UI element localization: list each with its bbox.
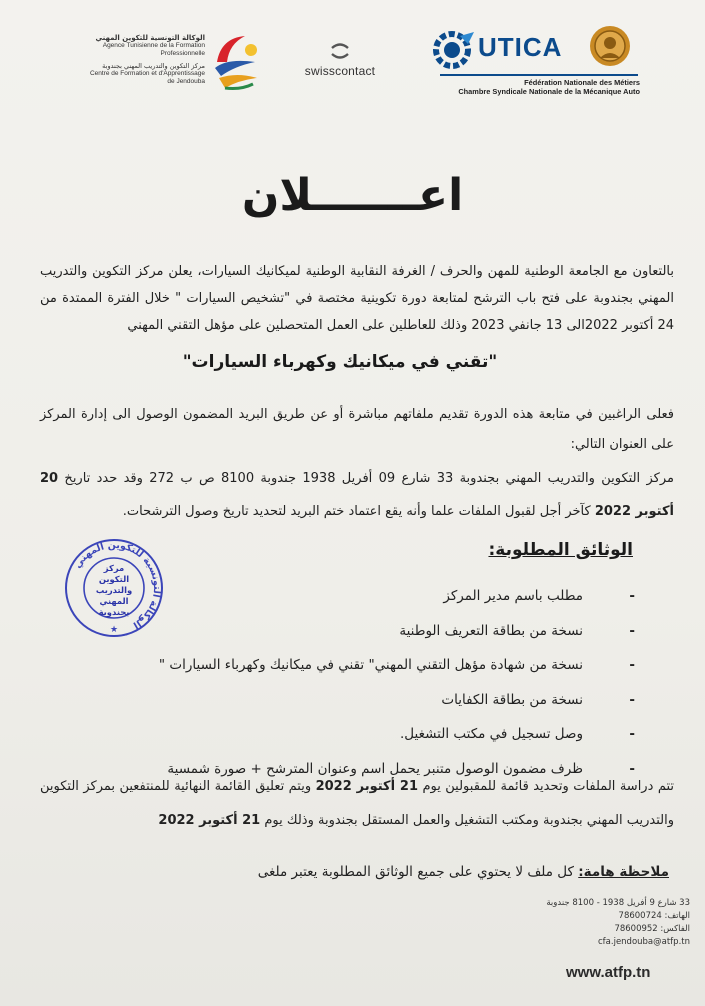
atfp-line-fr1: Agence Tunisienne de la Formation (102, 42, 205, 49)
utica-sub1: Fédération Nationale des Métiers (524, 78, 640, 87)
centre-line-fr2: de Jendouba (167, 78, 205, 85)
address-text: مركز التكوين والتدريب المهني بجندوبة 33 شارع 09 أفريل 1938 جندوبة 8100 ص ب 272 وقد حدد تاريخ (64, 471, 674, 486)
document-label: ظرف مضمون الوصول متنبر يحمل اسم وعنوان المترشح + صورة شمسية (167, 760, 583, 777)
atfp-line-fr2: Professionnelle (160, 50, 205, 57)
utica-sub2: Chambre Syndicale Nationale de la Mécanique Auto (458, 87, 640, 96)
document-label: مطلب باسم مدير المركز (443, 588, 583, 604)
phone-number: 78600724 (618, 911, 662, 921)
list-item: - وصل تسجيل في مكتب التشغيل. (400, 726, 635, 742)
results-text-b: ويتم تعليق القائمة النهائية للمنتفعين بمركز التكوين والتدريب المهني بجندوبة ومكتب التشغيل والعمل المستقل بجندوبة وذلك يوم (40, 779, 674, 828)
swisscontact-icon (329, 42, 351, 60)
phone-line (545, 910, 690, 923)
application-paragraph: فعلى الراغبين في متابعة هذه الدورة تقديم ملفاتهم مباشرة أو عن طريق البريد المضمون الوصول الى إدارة المركز على العنوان التالي: (40, 407, 674, 452)
list-item: - ظرف مضمون الوصول متنبر يحمل اسم وعنوان المترشح + صورة شمسية (167, 760, 635, 777)
utica-logo (430, 22, 640, 107)
results-paragraph (40, 770, 674, 838)
list-item: - مطلب باسم مدير المركز (443, 588, 635, 604)
address-number: 33 (679, 898, 690, 908)
note-label: ملاحظة هامة: (578, 864, 669, 880)
results-text-a: تتم دراسة الملفات وتحديد قائمة للمقبولين يوم (422, 779, 675, 794)
utica-gear-icon (430, 28, 476, 70)
centre-line-ar: مركز التكوين والتدريب المهني بجندوبة (102, 62, 205, 70)
swisscontact-logo (295, 42, 385, 82)
fax-label: الفاكس: (660, 924, 690, 934)
required-documents-list (75, 586, 635, 793)
final-list-date: 21 أكتوبر 2022 (158, 813, 261, 828)
document-label: نسخة من بطاقة الكفايات (441, 691, 583, 708)
deadline-date: 20 أكتوبر 2022 (40, 471, 674, 519)
footer-address (545, 897, 690, 949)
intro-paragraph: بالتعاون مع الجامعة الوطنية للمهن والحرف / الغرفة النقابية الوطنية لميكانيك السيارات، يعلن مركز التكوين والتدريب المهني بجندوبة على فتح باب الترشح لمتابعة دورة تكوينية مختصة في "تشخيص السيارات " خلال الفترة الممتدة من 24 أكتوبر 2022الى 13 جانفي 2023 وذلك للعاطلين على العمل المتحصلين على مؤهل التقني المهني (40, 264, 674, 333)
centre-line-fr1: Centre de Formation et d'Apprentissage (89, 70, 205, 77)
atfp-line-ar: الوكالة التونسية للتكوين المهني (95, 34, 205, 42)
note-text: كل ملف لا يحتوي على جميع الوثائق المطلوبة يعتبر ملغى (257, 864, 574, 880)
document-label: نسخة من بطاقة التعريف الوطنية (399, 622, 583, 639)
stamp-ring-text: الوكالة التونسية للتكوين المهني (72, 539, 163, 631)
qualification-highlight: "تقني في ميكانيك وكهرباء السيارات" (182, 352, 498, 372)
fax-number: 78600952 (614, 924, 658, 934)
document-label: نسخة من شهادة مؤهل التقني المهني" تقني في ميكانيك وكهرباء السيارات " (158, 657, 583, 673)
email-address: cfa.jendouba@atfp.tn (598, 937, 690, 947)
list-item: - نسخة من بطاقة الكفايات (441, 691, 635, 708)
address-street: شارع 9 أفريل 1938 - 8100 جندوبة (546, 898, 677, 908)
atfp-emblem-icon (207, 28, 265, 98)
required-documents-title: الوثائق المطلوبة: (488, 540, 633, 560)
deadline-text: كآخر أجل لقبول الملفات علما وأنه يقع اعتماد ختم البريد لتحديد تاريخ وصول الترشحات. (122, 504, 591, 519)
utica-medal-icon (588, 24, 632, 68)
website-url: www.atfp.tn (566, 964, 651, 981)
swisscontact-wordmark: swisscontact (304, 64, 376, 78)
list-item: - نسخة من شهادة مؤهل التقني المهني" تقني في ميكانيك وكهرباء السيارات " (158, 657, 635, 673)
selection-date: 21 أكتوبر 2022 (315, 779, 418, 794)
announcement-title: اعـــــــلان (241, 170, 464, 221)
utica-wordmark: UTICA (478, 32, 563, 62)
stamp-line1: مركز التكوين (98, 563, 130, 584)
phone-label: الهاتف: (664, 911, 690, 921)
stamp-line2: والتدريب المهني (95, 585, 133, 606)
fax-line (545, 923, 690, 936)
atfp-logo-text (90, 34, 205, 86)
address-line (545, 897, 690, 910)
utica-divider (440, 74, 638, 76)
svg-text:★: ★ (109, 625, 119, 635)
list-item: - نسخة من بطاقة التعريف الوطنية (399, 622, 635, 639)
important-note (258, 864, 669, 880)
utica-subtitle (440, 78, 640, 96)
document-label: وصل تسجيل في مكتب التشغيل. (400, 726, 583, 742)
atfp-logo (65, 26, 265, 106)
address-paragraph (40, 462, 674, 528)
stamp-line3: بجندوبة (98, 607, 130, 617)
